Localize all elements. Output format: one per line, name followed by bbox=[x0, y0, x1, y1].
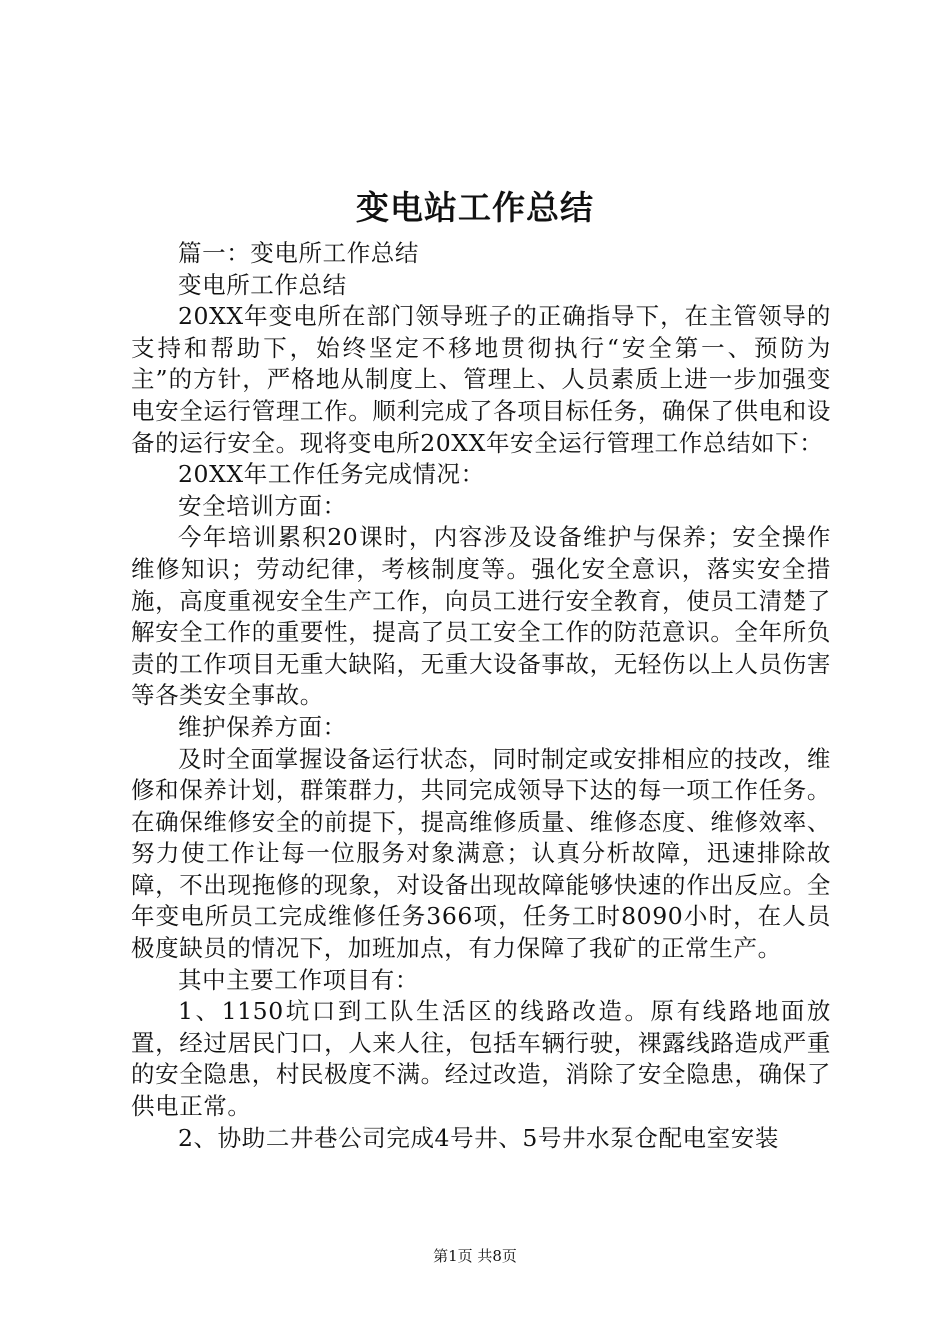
paragraph-intro: 20XX年变电所在部门领导班子的正确指导下，在主管领导的支持和帮助下，始终坚定不移地贯彻执行“安全第一、预防为主”的方针，严格地从制度上、管理上、人员素质上进一步加强变电安全运行管理工作。顺利完成了各项目标任务，确保了供电和设备的运行安全。现将变电所20XX年安全运行管理工作总结如下： bbox=[131, 302, 831, 457]
paragraph-project-1: 1、1150坑口到工队生活区的线路改造。原有线路地面放置，经过居民门口，人来人往，包括车辆行驶，裸露线路造成严重的安全隐患，村民极度不满。经过改造，消除了安全隐患，确保了供电正常。 bbox=[131, 997, 831, 1121]
paragraph-section-heading: 篇一：变电所工作总结 bbox=[178, 239, 419, 267]
paragraph-subtitle: 变电所工作总结 bbox=[178, 270, 347, 299]
page-footer: 第1页 共8页 bbox=[433, 1247, 517, 1265]
paragraph-task-heading: 20XX年工作任务完成情况： bbox=[178, 460, 485, 489]
paragraph-maintenance-body: 及时全面掌握设备运行状态，同时制定或安排相应的技改，维修和保养计划，群策群力，共同完成领导下达的每一项工作任务。在确保维修安全的前提下，提高维修质量、维修态度、维修效率、努力使工作让每一位服务对象满意；认真分析故障，迅速排除故障，不出现拖修的现象，对设备出现故障能够快速的作出反应。全年变电所员工完成维修任务366项，任务工时8090小时，在人员极度缺员的情况下，加班加点，有力保障了我矿的正常生产。 bbox=[131, 744, 831, 963]
paragraph-training-body: 今年培训累积20课时，内容涉及设备维护与保养；安全操作维修知识；劳动纪律，考核制度等。强化安全意识，落实安全措施，高度重视安全生产工作，向员工进行安全教育，使员工清楚了解安全工作的重要性，提高了员工安全工作的防范意识。全年所负责的工作项目无重大缺陷，无重大设备事故，无轻伤以上人员伤害等各类安全事故。 bbox=[131, 523, 831, 710]
paragraph-projects-heading: 其中主要工作项目有： bbox=[178, 965, 419, 994]
document-body bbox=[131, 238, 831, 1154]
paragraph-training-heading: 安全培训方面： bbox=[178, 491, 347, 520]
paragraph-project-2: 2、协助二井巷公司完成4号井、5号井水泵仓配电室安装 bbox=[178, 1123, 779, 1152]
paragraph-maintenance-heading: 维护保养方面： bbox=[178, 712, 347, 741]
document-title: 变电站工作总结 bbox=[356, 188, 594, 227]
